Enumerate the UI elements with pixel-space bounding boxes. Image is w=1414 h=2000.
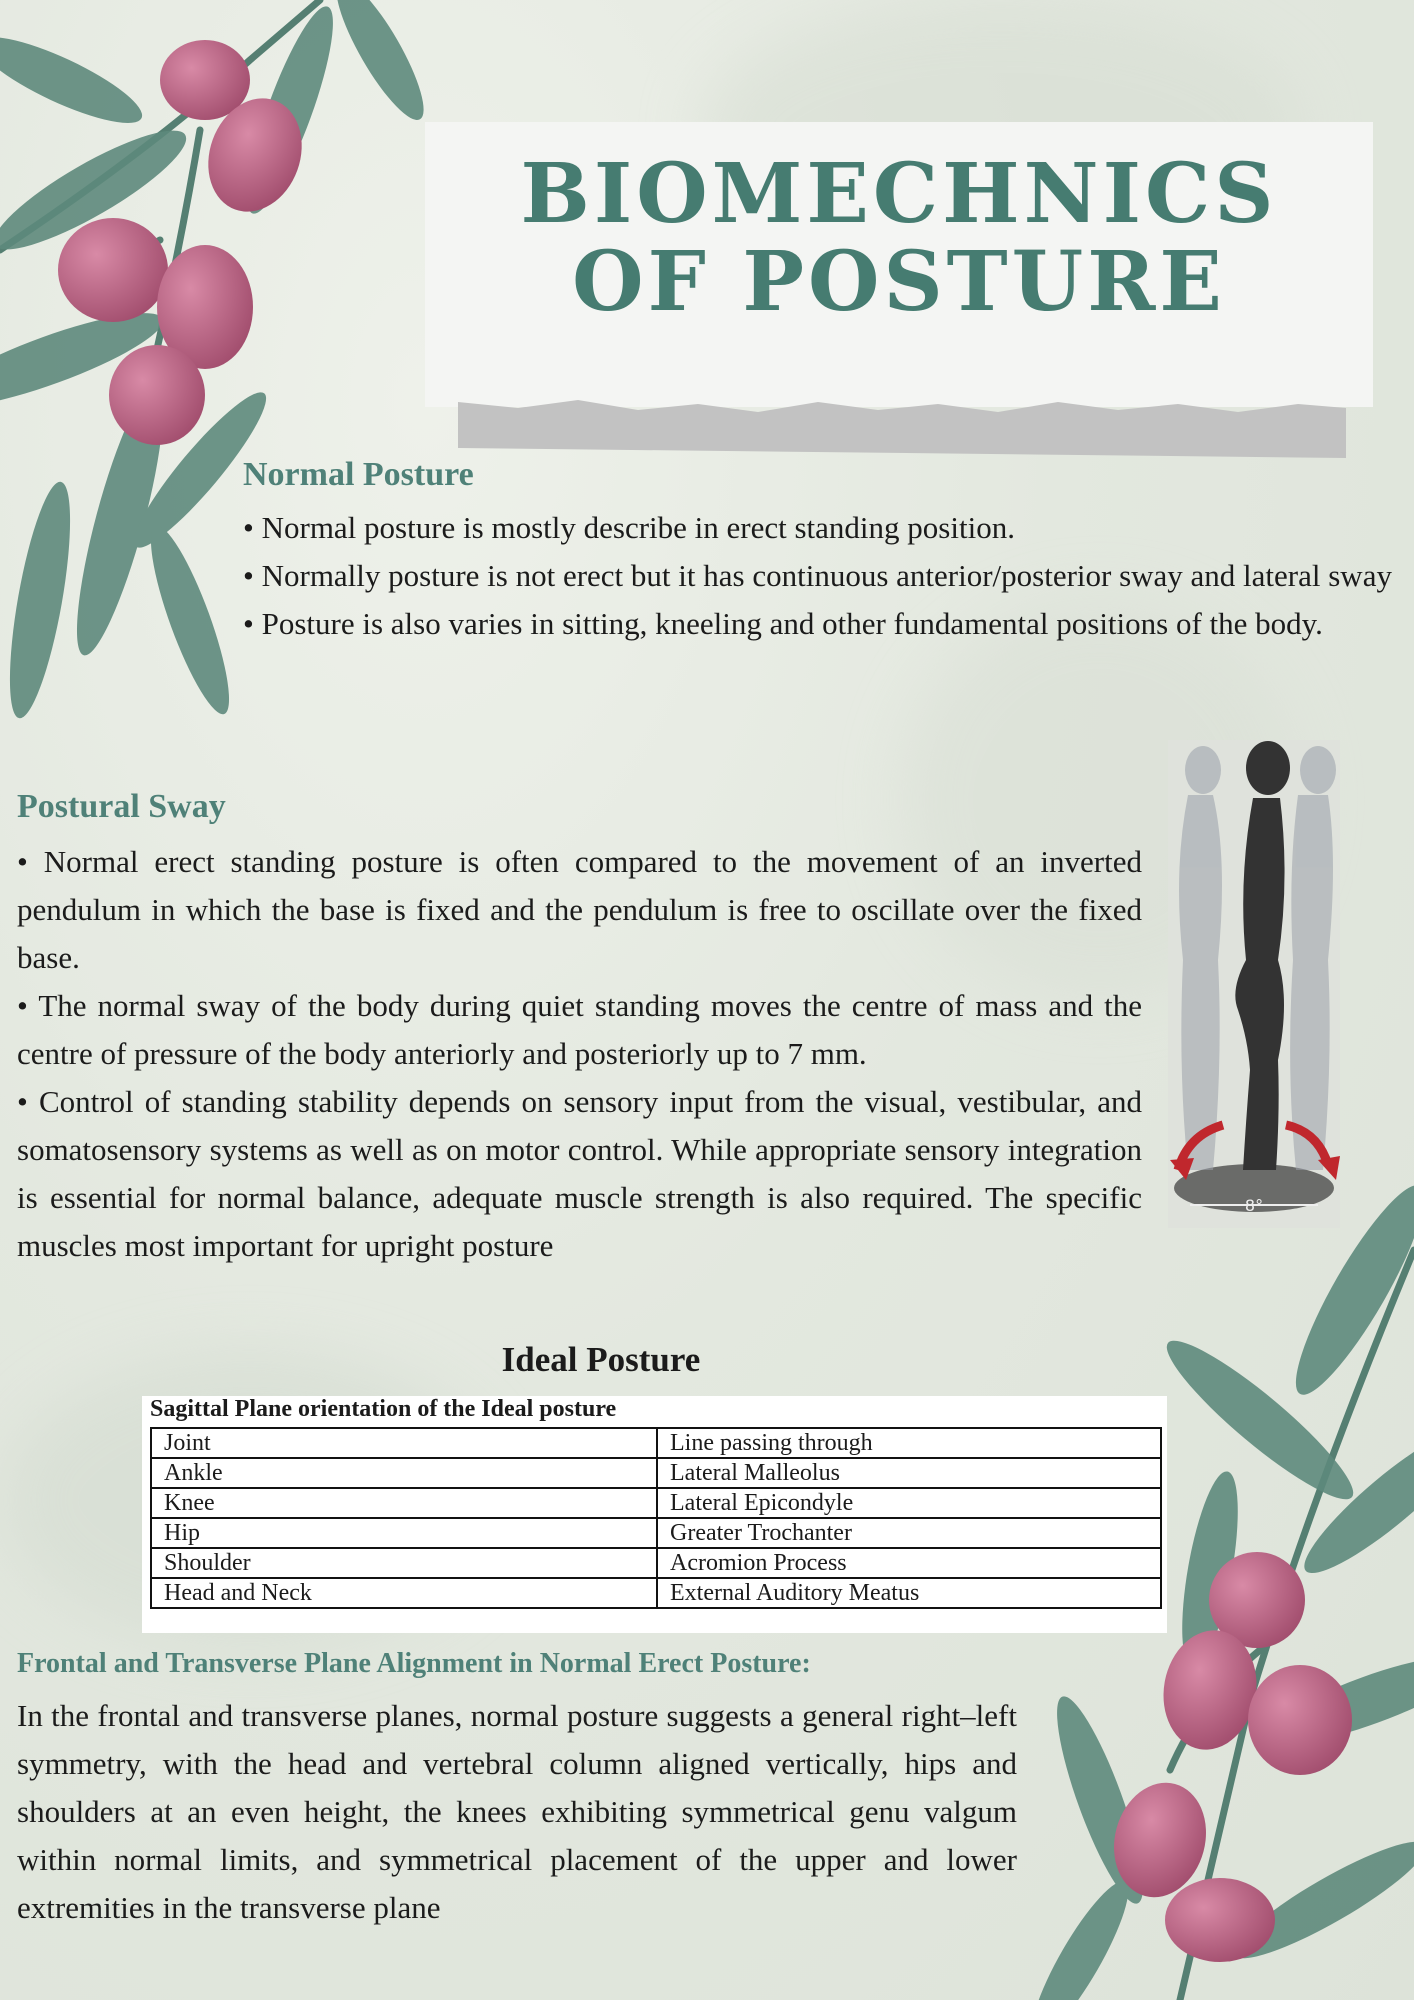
table-cell: Shoulder [151,1548,657,1578]
bullet-item: • Posture is also varies in sitting, kneeling and other fundamental positions of the body. [243,606,1323,641]
torn-paper-edge [458,398,1346,458]
table-cell: External Auditory Meatus [657,1578,1161,1608]
page-title [425,146,1373,330]
table-row [151,1458,1161,1488]
table-row [151,1488,1161,1518]
normal-posture-heading: Normal Posture [243,456,474,493]
postural-sway-text [17,838,1142,1270]
bullet-item: • The normal sway of the body during quiet standing moves the centre of mass and the centre of pressure of the body anteriorly and posteriorly up to 7 mm. [17,988,1142,1071]
postural-sway-heading: Postural Sway [17,788,226,825]
title-line-2: OF POSTURE [572,234,1226,330]
table-cell: Acromion Process [657,1548,1161,1578]
table-row [151,1578,1161,1608]
paragraph: In the frontal and transverse planes, normal posture suggests a general right–left symmetry, with the head and vertebral column aligned vertically, hips and shoulders at an even height, the knees exhibiting symmetrical genu valgum within normal limits, and symmetrical placement of the upper and lower extremities in the transverse plane [17,1698,1017,1925]
table-row [151,1518,1161,1548]
table-cell: Lateral Epicondyle [657,1488,1161,1518]
bullet-item: • Normal posture is mostly describe in erect standing position. [243,510,1015,545]
postural-sway-figure [1168,740,1340,1228]
ideal-posture-heading: Ideal Posture [501,1340,701,1379]
table-cell: Lateral Malleolus [657,1458,1161,1488]
frontal-transverse-text [17,1692,1017,1932]
table-cell: Greater Trochanter [657,1518,1161,1548]
table-caption: Sagittal Plane orientation of the Ideal posture [150,1396,617,1422]
table-row [151,1548,1161,1578]
table-cell: Ankle [151,1458,657,1488]
table-cell: Joint [151,1428,657,1458]
bullet-item: • Control of standing stability depends on sensory input from the visual, vestibular, and somatosensory systems as well as on motor control. While appropriate sensory integration is essential for normal balance, adequate muscle strength is also required. The specific muscles most important for upright posture [17,1084,1142,1263]
table-cell: Head and Neck [151,1578,657,1608]
table-cell: Line passing through [657,1428,1161,1458]
sway-angle-label: 8° [1244,1196,1264,1215]
table-row [151,1428,1161,1458]
table-cell: Knee [151,1488,657,1518]
ideal-posture-table [150,1427,1162,1609]
normal-posture-text [243,504,1414,648]
title-line-1: BIOMECHNICS [520,146,1278,242]
bullet-item: • Normally posture is not erect but it has continuous anterior/posterior sway and lateral sway [243,558,1392,593]
bullet-item: • Normal erect standing posture is often compared to the movement of an inverted pendulum in which the base is fixed and the pendulum is free to oscillate over the fixed base. [17,844,1142,975]
frontal-transverse-heading: Frontal and Transverse Plane Alignment in Normal Erect Posture: [17,1648,811,1679]
table-cell: Hip [151,1518,657,1548]
